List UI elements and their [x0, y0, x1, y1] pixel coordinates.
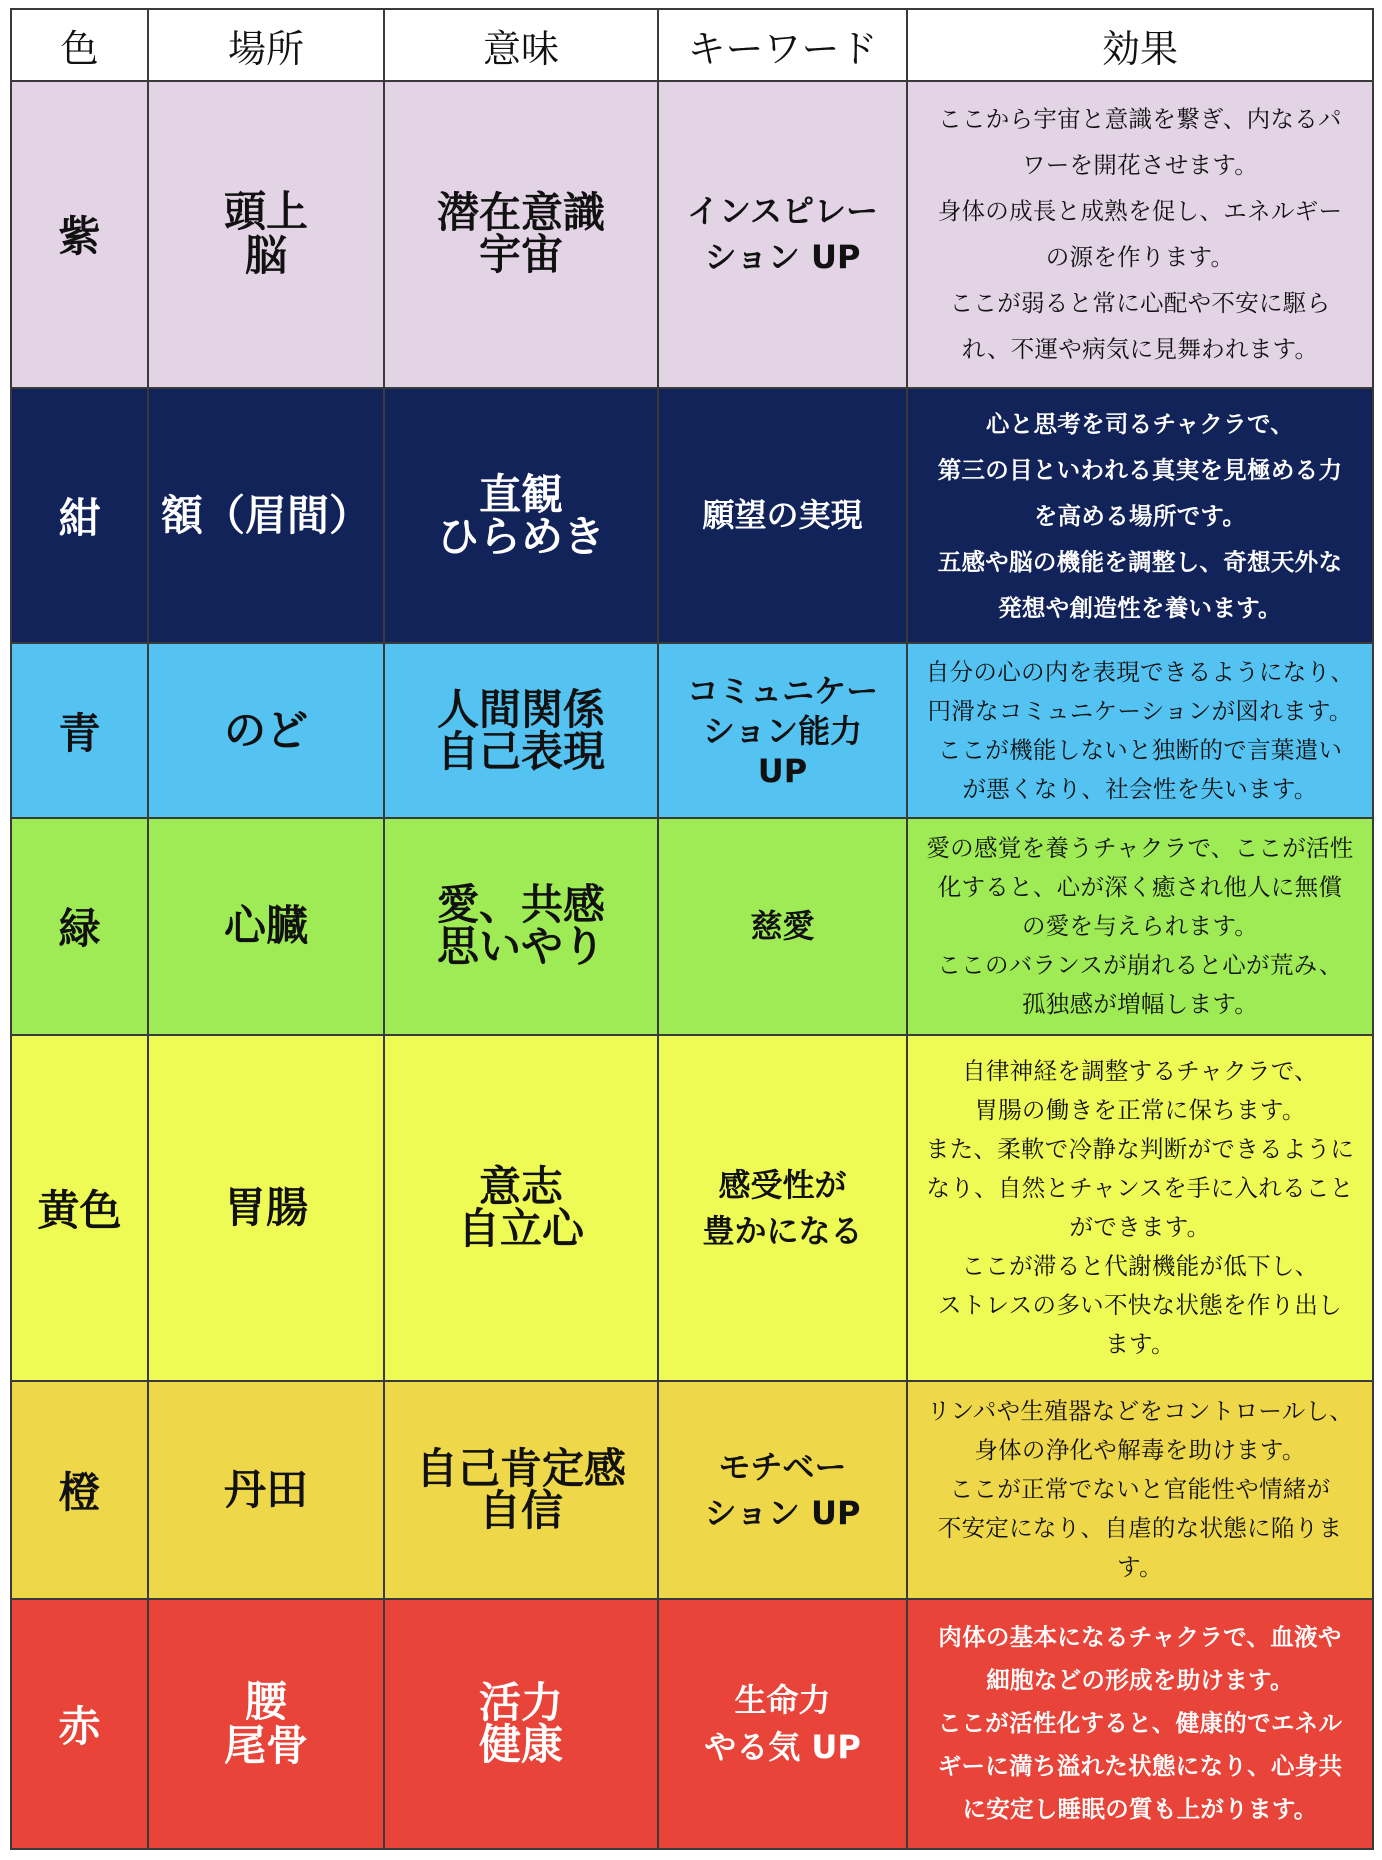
effect-line: が悪くなり、社会性を失います。	[962, 774, 1318, 803]
header-place: 場所	[148, 9, 384, 81]
place-cell	[148, 818, 384, 1035]
header-color: 色	[11, 9, 148, 81]
color-cell: 黄色	[11, 1035, 148, 1381]
keyword-line: UP	[757, 751, 808, 790]
meaning-line: 思いやり	[436, 922, 605, 972]
meaning-cell	[384, 388, 658, 644]
place-cell	[148, 388, 384, 644]
table-row-navy	[11, 388, 1373, 644]
place-line: 尾骨	[223, 1720, 308, 1770]
effect-line: ます。	[1105, 1330, 1175, 1359]
meaning-line: 活力	[478, 1677, 563, 1727]
header-effect: 効果	[907, 9, 1373, 81]
color-cell: 紺	[11, 388, 148, 644]
effect-line: を高める場所です。	[1033, 501, 1247, 530]
effect-cell	[907, 1381, 1373, 1598]
effect-line: ここが滞ると代謝機能が低下し、	[961, 1252, 1319, 1281]
effect-line: 肉体の基本になるチャクラで、血液や	[938, 1623, 1342, 1652]
keyword-line: 感受性が	[718, 1165, 847, 1204]
header-meaning: 意味	[384, 9, 658, 81]
meaning-line: 自信	[478, 1485, 563, 1535]
effect-line: の愛を与えられます。	[1021, 911, 1259, 940]
color-cell: 緑	[11, 818, 148, 1035]
effect-cell	[907, 1599, 1373, 1849]
color-cell: 紫	[11, 81, 148, 388]
effect-line: 化すると、心が深く癒され他人に無償	[937, 872, 1343, 901]
effect-line: ができます。	[1069, 1213, 1211, 1242]
keyword-cell	[658, 818, 907, 1035]
effect-line: 発想や創造性を養います。	[998, 593, 1282, 622]
chakra-table	[10, 8, 1374, 1850]
place-cell	[148, 1381, 384, 1598]
meaning-cell	[384, 1599, 658, 1849]
effect-line: リンパや生殖器などをコントロールし、	[926, 1397, 1354, 1426]
place-line: 脳	[244, 231, 287, 281]
keyword-line: ション能力	[702, 711, 863, 750]
effect-line: ストレスの多い不快な状態を作り出し	[938, 1291, 1342, 1320]
meaning-line: 意志	[478, 1162, 563, 1212]
table-row-red	[11, 1599, 1373, 1849]
meaning-line: 宇宙	[478, 230, 563, 280]
meaning-line: ひらめき	[436, 511, 605, 561]
meaning-cell	[384, 81, 658, 388]
table-row-blue	[11, 643, 1373, 817]
meaning-cell	[384, 643, 658, 817]
effect-cell	[907, 81, 1373, 388]
effect-line: の源を作ります。	[1045, 243, 1235, 272]
place-cell	[148, 1035, 384, 1381]
effect-line: に安定し睡眠の質も上がります。	[962, 1795, 1318, 1824]
keyword-line: ション UP	[704, 1493, 861, 1532]
effect-cell	[907, 1035, 1373, 1381]
keyword-cell	[658, 643, 907, 817]
effect-line: 円滑なコミュニケーションが図れます。	[927, 696, 1353, 725]
effect-line: 身体の成長と成熟を促し、エネルギー	[937, 197, 1343, 226]
effect-line: また、柔軟で冷静な判断ができるように	[925, 1135, 1355, 1164]
meaning-line: 健康	[478, 1719, 563, 1769]
place-cell	[148, 1599, 384, 1849]
keyword-line: コミュニケー	[686, 671, 879, 710]
keyword-cell	[658, 1035, 907, 1381]
effect-line: ワーを開花させます。	[1021, 151, 1259, 180]
keyword-cell	[658, 1381, 907, 1598]
table-row-yellow	[11, 1035, 1373, 1381]
meaning-cell	[384, 1381, 658, 1598]
effect-line: ギーに満ち溢れた状態になり、心身共	[937, 1752, 1343, 1781]
header-keyword: キーワード	[658, 9, 907, 81]
keyword-line: モチベー	[718, 1447, 847, 1486]
keyword-line: インスピレー	[686, 191, 879, 230]
effect-cell	[907, 643, 1373, 817]
meaning-line: 自己肯定感	[415, 1443, 626, 1493]
header-row	[11, 9, 1373, 81]
effect-line: 身体の浄化や解毒を助けます。	[974, 1436, 1306, 1465]
effect-line: 自分の心の内を表現できるようになり、	[925, 657, 1355, 686]
keyword-line: 慈愛	[750, 907, 815, 946]
keyword-cell	[658, 1599, 907, 1849]
place-line: 頭上	[223, 187, 308, 237]
place-line: 胃腸	[223, 1183, 308, 1233]
effect-line: ここから宇宙と意識を繋ぎ、内なるパ	[938, 105, 1342, 134]
meaning-line: 直観	[478, 469, 563, 519]
meaning-cell	[384, 1035, 658, 1381]
meaning-line: 自立心	[457, 1204, 584, 1254]
keyword-line: 願望の実現	[702, 496, 863, 535]
meaning-line: 自己表現	[436, 726, 605, 776]
meaning-cell	[384, 818, 658, 1035]
effect-line: 愛の感覚を養うチャクラで、ここが活性	[926, 833, 1354, 862]
color-cell: 橙	[11, 1381, 148, 1598]
place-line: 額（眉間）	[160, 490, 371, 540]
effect-line: なり、自然とチャンスを手に入れること	[926, 1174, 1354, 1203]
effect-line: 心と思考を司るチャクラで、	[985, 409, 1295, 438]
effect-line: 自律神経を調整するチャクラで、	[962, 1057, 1318, 1086]
effect-line: れ、不運や病気に見舞われます。	[961, 335, 1319, 364]
place-cell	[148, 643, 384, 817]
color-cell: 赤	[11, 1599, 148, 1849]
keyword-line: 豊かになる	[702, 1212, 863, 1251]
keyword-cell	[658, 81, 907, 388]
effect-line: ここが活性化すると、健康的でエネル	[937, 1709, 1343, 1738]
keyword-line: 生命力	[734, 1681, 831, 1720]
effect-line: 五感や脳の機能を調整し、奇想天外な	[937, 547, 1343, 576]
effect-cell	[907, 818, 1373, 1035]
place-line: のど	[223, 705, 308, 755]
effect-line: す。	[1117, 1553, 1163, 1582]
table-row-purple	[11, 81, 1373, 388]
effect-line: 孤独感が増幅します。	[1021, 989, 1259, 1018]
effect-line: 胃腸の働きを正常に保ちます。	[974, 1096, 1306, 1125]
effect-line: 不安定になり、自虐的な状態に陥りま	[937, 1514, 1343, 1543]
effect-cell	[907, 388, 1373, 644]
keyword-cell	[658, 388, 907, 644]
keyword-line: やる気 UP	[704, 1727, 861, 1766]
meaning-line: 愛、共感	[436, 880, 605, 930]
meaning-line: 人間関係	[436, 684, 605, 734]
effect-line: 細胞などの形成を助けます。	[986, 1666, 1294, 1695]
color-cell: 青	[11, 643, 148, 817]
place-line: 腰	[244, 1676, 287, 1726]
place-cell	[148, 81, 384, 388]
place-line: 心臓	[223, 901, 308, 951]
effect-line: ここが機能しないと独断的で言葉遣い	[937, 735, 1343, 764]
table-row-orange	[11, 1381, 1373, 1598]
meaning-line: 潜在意識	[436, 188, 605, 238]
effect-line: 第三の目といわれる真実を見極める力	[937, 455, 1343, 484]
effect-line: ここが正常でないと官能性や情緒が	[949, 1475, 1331, 1504]
effect-line: ここのバランスが崩れると心が荒み、	[937, 950, 1343, 979]
keyword-line: ション UP	[704, 238, 861, 277]
place-line: 丹田	[223, 1464, 308, 1514]
effect-line: ここが弱ると常に心配や不安に駆ら	[949, 289, 1331, 318]
table-row-green	[11, 818, 1373, 1035]
